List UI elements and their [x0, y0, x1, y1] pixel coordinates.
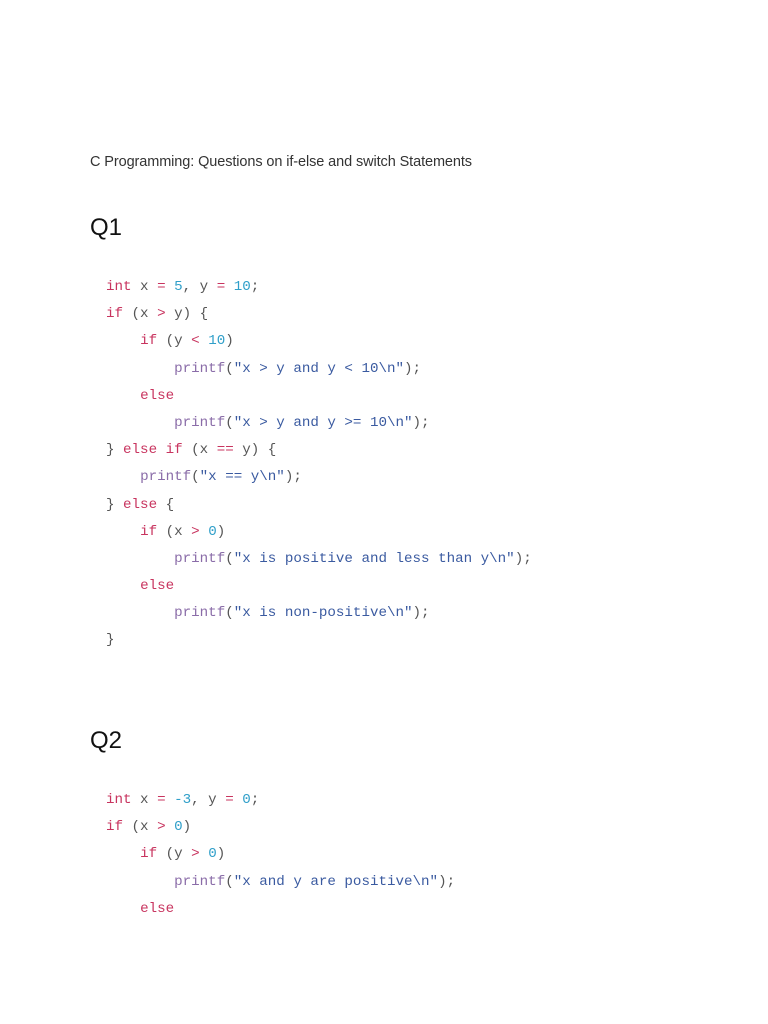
code-token — [166, 819, 175, 835]
code-token — [200, 333, 209, 349]
code-token: > — [191, 523, 200, 540]
code-block-q2 — [106, 787, 455, 923]
code-line — [106, 301, 532, 328]
code-token: "x is non-positive\n" — [233, 605, 413, 622]
code-token: = — [157, 279, 166, 295]
code-token: (x — [182, 442, 217, 459]
code-token: ); — [438, 873, 456, 890]
code-token: 10 — [233, 279, 251, 295]
code-token: "x > y and y >= 10\n" — [233, 414, 413, 431]
code-token: 0 — [174, 819, 183, 836]
code-token — [166, 279, 175, 295]
code-token: printf — [174, 550, 226, 567]
code-token: ); — [412, 605, 430, 622]
code-token: else if — [123, 442, 183, 459]
code-token: ) — [216, 846, 226, 863]
code-token: ( — [225, 414, 234, 431]
code-token: 0 — [208, 846, 217, 863]
code-token: "x > y and y < 10\n" — [233, 360, 405, 377]
code-line — [106, 627, 532, 654]
code-token: if — [106, 306, 124, 323]
code-token: printf — [174, 414, 226, 431]
code-token: (y — [157, 333, 192, 350]
code-token — [106, 578, 140, 594]
code-line — [106, 546, 532, 573]
code-token: "x == y\n" — [199, 469, 285, 486]
code-token: ( — [225, 360, 234, 377]
code-line — [106, 437, 532, 464]
code-token — [106, 901, 140, 917]
code-token: "x and y are positive\n" — [233, 873, 439, 890]
code-line — [106, 814, 455, 841]
code-line — [106, 492, 532, 519]
code-token: y) { — [165, 306, 209, 323]
code-token — [106, 415, 174, 431]
code-token: x — [131, 279, 158, 295]
code-block-q1 — [106, 274, 532, 655]
code-token — [106, 551, 174, 567]
code-line — [106, 841, 455, 868]
code-line — [106, 383, 532, 410]
code-token — [106, 874, 174, 890]
code-token — [106, 469, 140, 485]
code-line — [106, 410, 532, 437]
code-token: == — [216, 442, 234, 459]
code-token: -3 — [174, 792, 192, 808]
code-token: (x — [157, 523, 192, 540]
code-token: (y — [157, 846, 192, 863]
code-token — [106, 846, 140, 862]
code-token: } — [106, 442, 124, 459]
code-token: ); — [412, 414, 430, 431]
code-token: int — [106, 792, 132, 808]
code-token: ; — [250, 279, 260, 295]
code-token: = — [216, 279, 226, 295]
code-token: 5 — [174, 279, 183, 295]
code-token: x — [131, 792, 158, 808]
code-token: = — [225, 792, 234, 808]
code-token: < — [191, 333, 200, 350]
question-heading-q2: Q2 — [90, 727, 123, 754]
code-token: printf — [174, 360, 226, 377]
code-token: > — [157, 306, 166, 323]
code-token — [200, 524, 209, 540]
code-token: ( — [225, 605, 234, 622]
code-line — [106, 464, 532, 491]
document-title: C Programming: Questions on if-else and switch Statements — [90, 154, 472, 170]
code-token: else — [140, 578, 175, 595]
code-token: ; — [250, 792, 260, 808]
code-line — [106, 787, 455, 814]
code-token: 0 — [208, 523, 217, 540]
code-token: { — [157, 496, 175, 513]
code-token: > — [157, 819, 166, 836]
code-token: ) — [216, 523, 226, 540]
code-token — [166, 792, 175, 808]
code-line — [106, 896, 455, 923]
code-token: ( — [225, 873, 234, 890]
code-token: "x is positive and less than y\n" — [233, 550, 515, 567]
code-token — [225, 279, 234, 295]
code-token: ); — [284, 469, 302, 486]
code-token: (x — [123, 819, 158, 836]
code-token — [200, 846, 209, 862]
code-token — [106, 333, 140, 349]
code-token: else — [140, 900, 175, 917]
code-token: > — [191, 846, 200, 863]
code-token: ); — [404, 360, 422, 377]
code-token: printf — [140, 469, 192, 486]
code-token — [106, 524, 140, 540]
code-token — [106, 388, 140, 404]
code-token: if — [106, 819, 124, 836]
code-token: else — [123, 496, 158, 513]
code-line — [106, 328, 532, 355]
code-token: ) — [225, 333, 234, 350]
code-token — [106, 605, 174, 621]
code-token: printf — [174, 605, 226, 622]
code-token: if — [140, 523, 158, 540]
code-token: else — [140, 387, 175, 404]
code-token: ) — [182, 819, 192, 836]
code-token: , y — [191, 792, 226, 808]
code-token: , y — [182, 279, 217, 295]
code-token — [234, 792, 243, 808]
code-token: (x — [123, 306, 158, 323]
code-token: int — [106, 279, 132, 295]
code-line — [106, 356, 532, 383]
code-line — [106, 573, 532, 600]
code-token: ( — [225, 550, 234, 567]
code-token: ( — [191, 469, 200, 486]
code-token: printf — [174, 873, 226, 890]
code-token: ); — [514, 550, 532, 567]
code-line — [106, 869, 455, 896]
code-line — [106, 274, 532, 301]
code-token: if — [140, 846, 158, 863]
code-token: = — [157, 792, 166, 808]
question-heading-q1: Q1 — [90, 214, 123, 241]
code-token — [106, 361, 174, 377]
code-token: } — [106, 632, 115, 649]
code-line — [106, 600, 532, 627]
code-token: y) { — [233, 442, 277, 459]
code-token: if — [140, 333, 158, 350]
code-token: 10 — [208, 333, 226, 350]
code-token: } — [106, 496, 124, 513]
code-token: 0 — [242, 792, 251, 808]
code-line — [106, 519, 532, 546]
